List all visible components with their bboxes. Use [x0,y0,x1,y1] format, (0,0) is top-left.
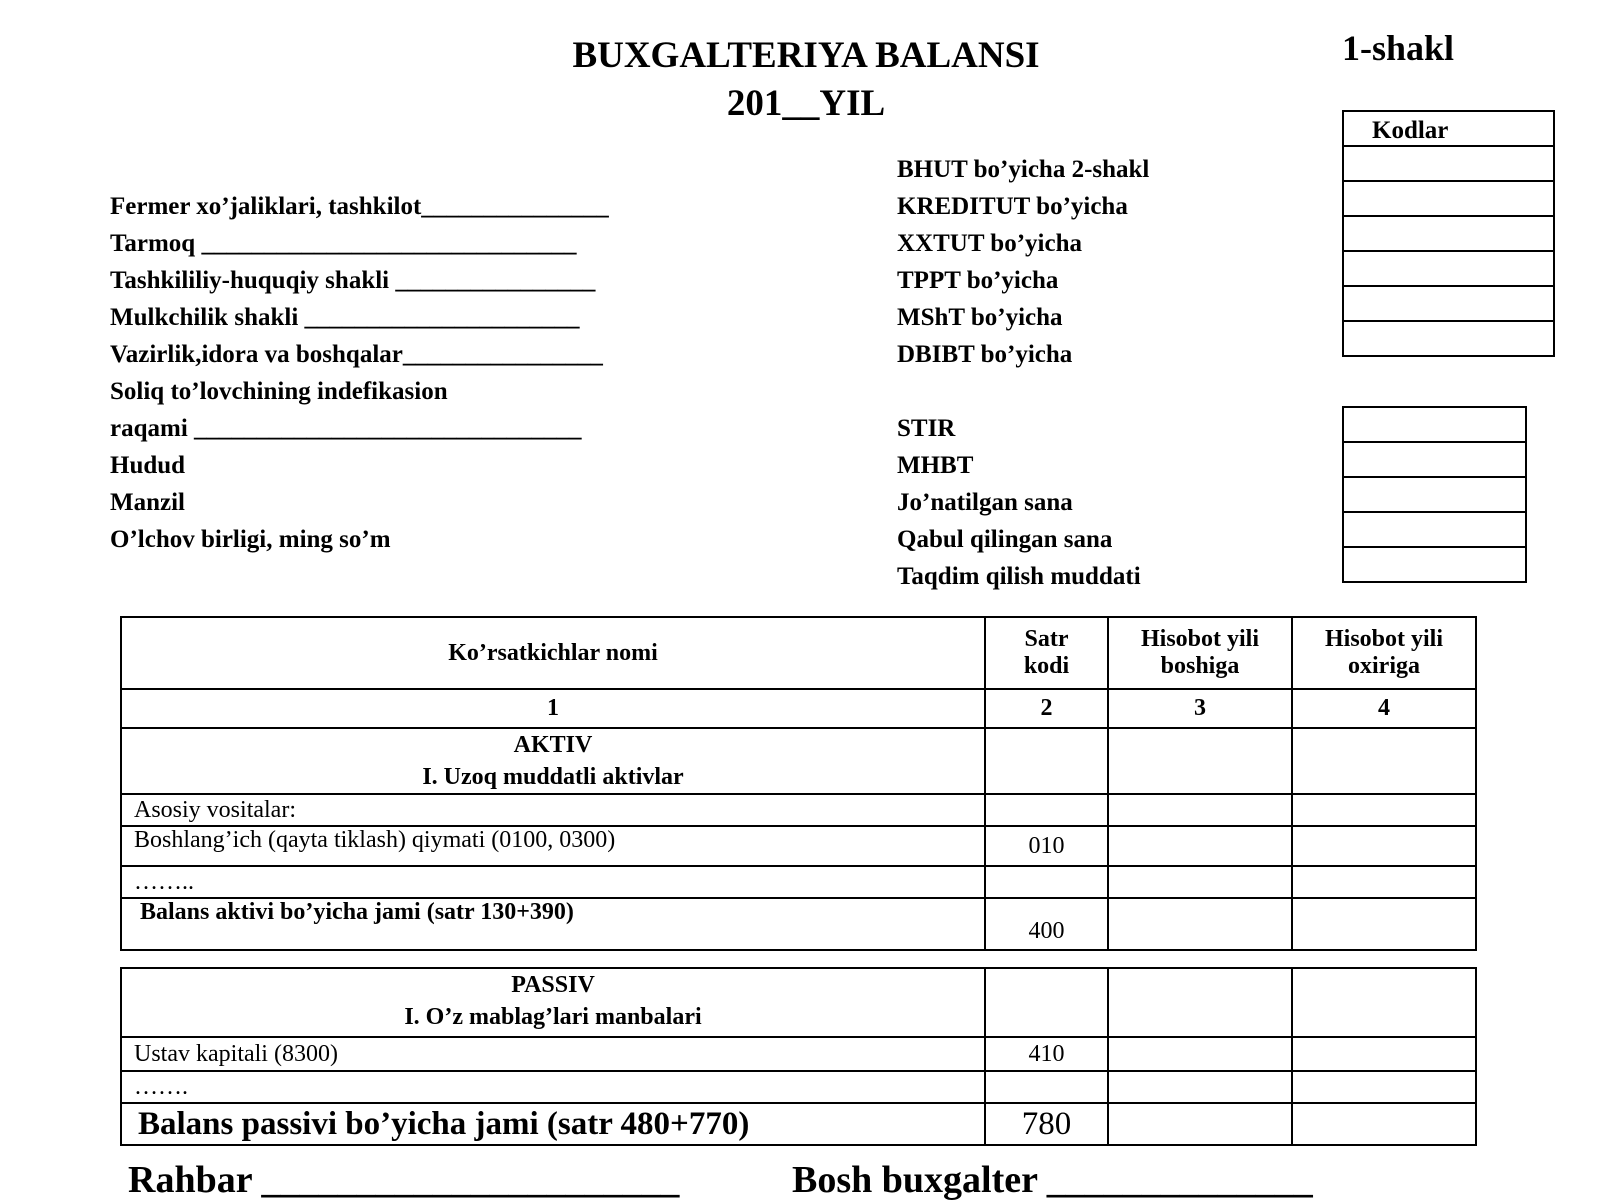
row-code: 410 [985,1037,1108,1071]
label-stir: STIR [897,415,956,442]
table-cell[interactable] [1108,1071,1292,1103]
code-labels [897,151,1149,373]
header-start-line1: Hisobot yili [1140,626,1260,652]
header-name: Ko’rsatkichlar nomi [121,617,985,689]
aktiv-subsection-label: I. Uzoq muddatli aktivlar [422,764,684,790]
table-cell[interactable] [1292,1071,1476,1103]
registration-labels [897,410,1141,595]
table-cell[interactable] [1108,1103,1292,1145]
label-received-date: Qabul qilingan sana [897,526,1113,553]
code-cell-dbibt[interactable] [1343,321,1554,356]
director-signature[interactable]: Rahbar ______________________ [128,1159,680,1201]
passiv-total-code: 780 [985,1103,1108,1145]
cell-mhbt[interactable] [1343,442,1526,477]
code-cell-msht[interactable] [1343,286,1554,321]
field-tax-id-label: Soliq to’lovchining indefikasion [110,378,448,405]
table-cell[interactable] [1292,968,1476,1037]
row-code: 010 [985,826,1108,866]
label-sent-date: Jo’natilgan sana [897,489,1073,516]
table-cell[interactable] [985,968,1108,1037]
row-code [985,866,1108,898]
column-number-row [121,689,1476,728]
table-cell[interactable] [1292,794,1476,826]
table-cell[interactable] [1108,968,1292,1037]
balance-table-passiv [120,967,1477,1146]
label-submission-deadline: Taqdim qilish muddati [897,563,1141,590]
code-cell-kreditut[interactable] [1343,181,1554,216]
table-cell[interactable] [1292,1037,1476,1071]
passiv-section-title [121,968,985,1037]
column-number: 2 [985,689,1108,728]
table-row [121,1037,1476,1071]
header-code-line2: kodi [1023,653,1070,679]
aktiv-section-title [121,728,985,794]
column-number: 3 [1108,689,1292,728]
cell-submission-deadline[interactable] [1343,547,1526,582]
row-code [985,794,1108,826]
table-cell[interactable] [1292,866,1476,898]
field-legal-form[interactable]: Tashkililiy-huquqiy shakli ________________ [110,267,596,294]
code-label-msht: MShT bo’yicha [897,304,1063,331]
balance-table-aktiv [120,616,1477,951]
header-start-line2: boshiga [1160,653,1240,679]
row-name: ……. [121,1071,985,1103]
row-name: Asosiy vositalar: [121,794,985,826]
passiv-section-row [121,968,1476,1037]
column-number: 4 [1292,689,1476,728]
registration-box [1342,406,1527,583]
table-header-row [121,617,1476,689]
label-mhbt: MHBT [897,452,974,479]
aktiv-total-code: 400 [985,898,1108,950]
chief-accountant-signature[interactable]: Bosh buxgalter ______________ [792,1159,1313,1201]
aktiv-section-row [121,728,1476,794]
cell-stir[interactable] [1343,407,1526,442]
field-ownership-form[interactable]: Mulkchilik shakli ______________________ [110,304,580,331]
field-unit-of-measure: O’lchov birligi, ming so’m [110,526,391,553]
table-cell[interactable] [1292,898,1476,950]
header-start [1108,617,1292,689]
table-row [121,826,1476,866]
code-label-dbibt: DBIBT bo’yicha [897,341,1073,368]
codes-box [1342,110,1555,357]
code-label-tppt: TPPT bo’yicha [897,267,1059,294]
code-label-bhut: BHUT bo’yicha 2-shakl [897,156,1150,183]
aktiv-total-name: Balans aktivi bo’yicha jami (satr 130+390) [121,898,985,950]
cell-sent-date[interactable] [1343,477,1526,512]
row-code [985,1071,1108,1103]
table-cell[interactable] [1108,826,1292,866]
form-number: 1-shakl [1342,28,1455,68]
codes-box-header: Kodlar [1343,111,1554,146]
table-cell[interactable] [1292,1103,1476,1145]
table-cell[interactable] [1108,866,1292,898]
aktiv-total-row [121,898,1476,950]
cell-received-date[interactable] [1343,512,1526,547]
passiv-total-name: Balans passivi bo’yicha jami (satr 480+770) [121,1103,985,1145]
code-label-xxtut: XXTUT bo’yicha [897,230,1082,257]
field-ministry[interactable]: Vazirlik,idora va boshqalar________________ [110,341,603,368]
passiv-section-label: PASSIV [511,972,595,998]
code-cell-tppt[interactable] [1343,251,1554,286]
organization-fields [110,188,609,558]
document-title: BUXGALTERIYA BALANSI [572,35,1040,76]
header-end-line2: oxiriga [1348,653,1420,679]
header-end [1292,617,1476,689]
code-label-kreditut: KREDITUT bo’yicha [897,193,1128,220]
table-cell[interactable] [1108,728,1292,794]
field-address: Manzil [110,489,185,516]
code-cell-xxtut[interactable] [1343,216,1554,251]
table-cell[interactable] [985,728,1108,794]
table-cell[interactable] [1108,794,1292,826]
table-cell[interactable] [1108,1037,1292,1071]
table-cell[interactable] [1292,728,1476,794]
field-tax-id-number[interactable]: raqami _______________________________ [110,415,582,442]
header-code [985,617,1108,689]
field-industry[interactable]: Tarmoq ______________________________ [110,230,577,257]
table-row [121,794,1476,826]
field-farm-organization[interactable]: Fermer xo’jaliklari, tashkilot_______________ [110,193,609,220]
row-name: …….. [121,866,985,898]
header-code-line1: Satr [1024,626,1069,652]
passiv-total-row [121,1103,1476,1145]
table-row [121,1071,1476,1103]
code-cell-bhut[interactable] [1343,146,1554,181]
field-region: Hudud [110,452,186,479]
table-cell[interactable] [1292,826,1476,866]
row-name: Ustav kapitali (8300) [121,1037,985,1071]
table-row [121,866,1476,898]
passiv-subsection-label: I. O’z mablag’lari manbalari [404,1004,702,1030]
aktiv-section-label: AKTIV [513,732,593,758]
column-number: 1 [121,689,985,728]
row-name: Boshlang’ich (qayta tiklash) qiymati (0100, 0300) [121,826,985,866]
document-year: 201__YIL [726,83,886,124]
table-cell[interactable] [1108,898,1292,950]
header-end-line1: Hisobot yili [1324,626,1444,652]
